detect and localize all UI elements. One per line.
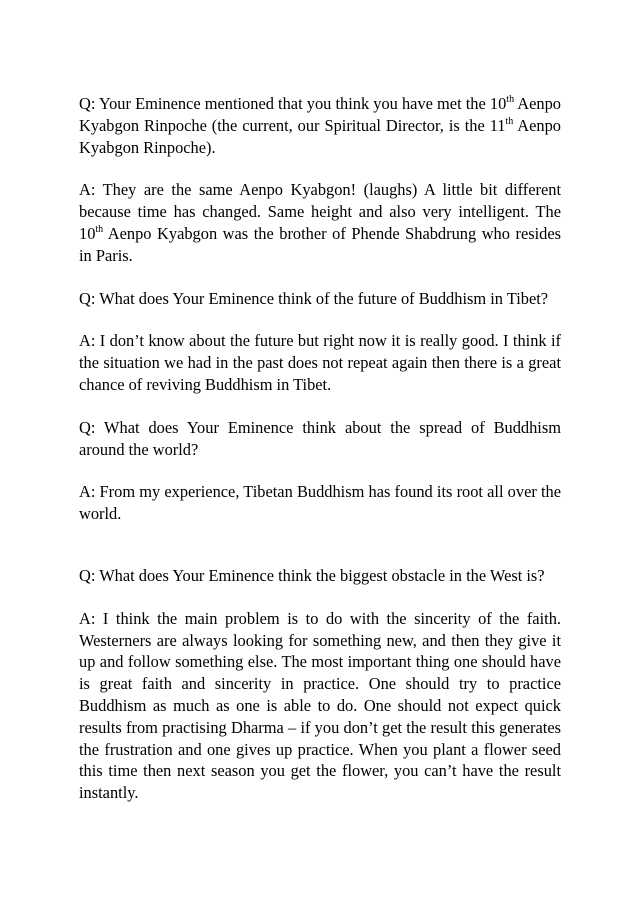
paragraph-a3: A: From my experience, Tibetan Buddhism has found its root all over the world.	[79, 482, 561, 524]
paragraph-q4: Q: What does Your Eminence think the biggest obstacle in the West is?	[79, 565, 545, 585]
paragraph-q1: Q: Your Eminence mentioned that you think you have met the 10th Aenpo Kyabgon Rinpoche (the current, our Spiritual Director, is the 11th Aenpo Kyabgon Rinpoche).	[79, 94, 562, 157]
document-page	[79, 93, 561, 804]
paragraph-a2: A: I don’t know about the future but right now it is really good. I think if the situation we had in the past does not repeat again then there is a great chance of reviving Buddhism in Tibet.	[79, 331, 561, 394]
paragraph-a4: A: I think the main problem is to do with the sincerity of the faith. Westerners are always looking for something new, and then they give it up and follow something else. The most important thing one should have is great faith and sincerity in practice. One should try to practice Buddhism as much as one is able to do. One should not expect quick results from practising Dharma – if you don’t get the result this generates the frustration and one gives up practice. When you plant a flower seed this time then next season you get the flower, you can’t have the result instantly.	[79, 608, 561, 803]
paragraph-q3: Q: What does Your Eminence think about the spread of Buddhism around the world?	[79, 417, 561, 459]
paragraph-q2: Q: What does Your Eminence think of the future of Buddhism in Tibet?	[79, 288, 549, 308]
paragraph-a1: A: They are the same Aenpo Kyabgon! (laughs) A little bit different because time has changed. Same height and also very intelligent. The 10th Aenpo Kyabgon was the brother of Phende Shabdrung who resides in Paris.	[79, 180, 561, 265]
